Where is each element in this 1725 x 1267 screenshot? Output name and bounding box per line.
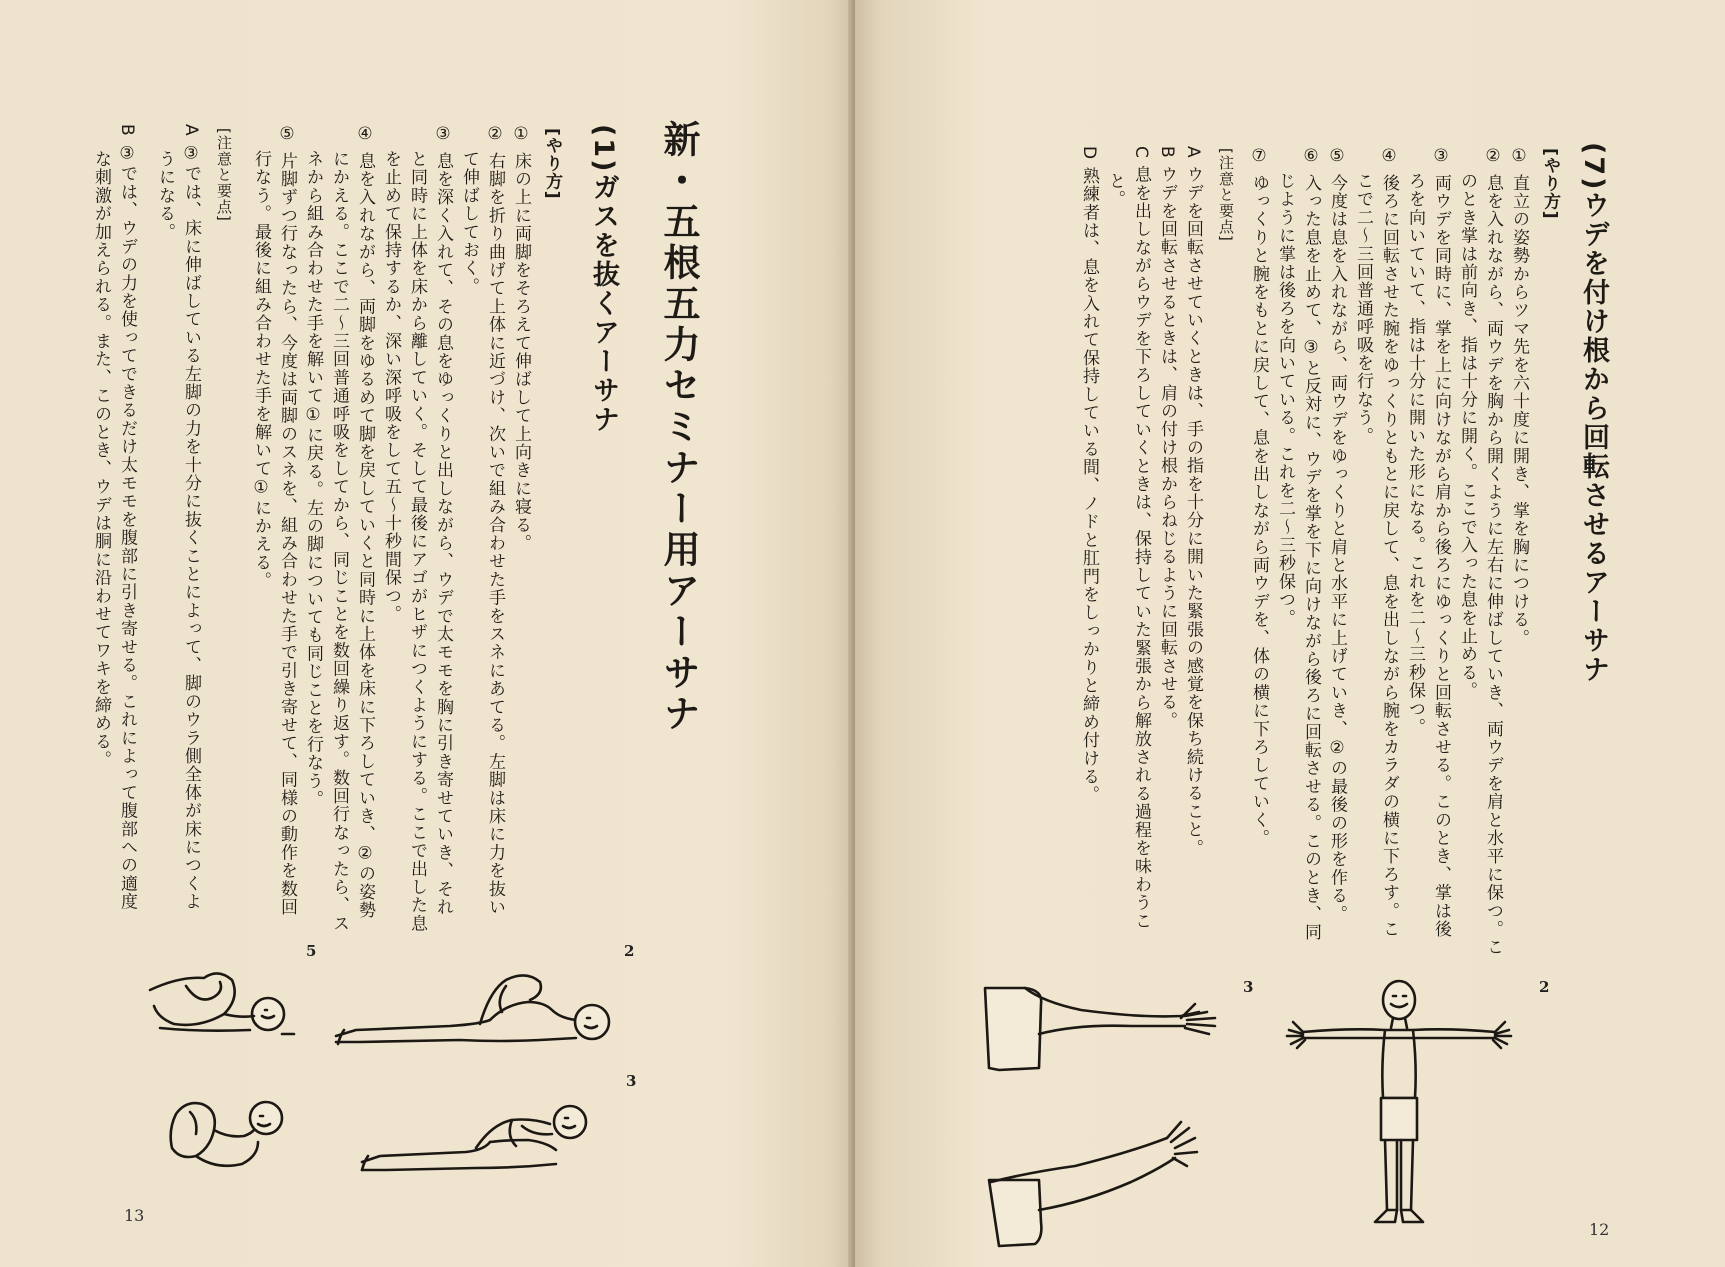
figure-label: 3 xyxy=(626,1072,637,1090)
left-note-line: A ③では、床に伸ばしている左脚の力を十分に抜くことによって、脚のウラ側全体が床につくよ xyxy=(181,124,201,911)
right-step-line: ① 直立の姿勢からツマ先を六十度に開き、掌を胸につける。 xyxy=(1509,146,1529,648)
right-step-line: ろを向いていて、指は十分に開いた形になる。これを二〜三秒保つ。 xyxy=(1405,172,1425,737)
right-step-line: ④ 後ろに回転させた腕をゆっくりともとに戻して、息を出しながら腕をカラダの横に下ろす。こ xyxy=(1379,146,1399,939)
left-step-line: を止めて保持するか、深い深呼吸をして五〜十秒間保つ。 xyxy=(381,150,401,624)
right-page-title: (7)ウデを付け根から回転させるアーサナ xyxy=(1578,142,1609,685)
left-page-subtitle: (1)ガスを抜くアーサナ xyxy=(588,124,619,435)
right-step-line: ③ 両ウデを同時に、掌を上に向けながら肩から後ろにゆっくりと回転させる。このとき、掌は後 xyxy=(1431,146,1451,939)
left-method-label: [やり方] xyxy=(542,128,562,200)
figure-label: 5 xyxy=(306,942,317,960)
figure-5-knees-to-chest-illustration xyxy=(140,958,300,1038)
right-notes-label: [注意と要点] xyxy=(1217,148,1235,242)
left-note-line: うになる。 xyxy=(155,150,175,241)
right-method-label: [やり方] xyxy=(1540,148,1560,220)
left-step-line: ⑤ 片脚ずつ行なったら、今度は両脚のスネを、組み合わせた手で引き寄せて、同様の動作を数回 xyxy=(277,124,297,917)
right-note-line: と。 xyxy=(1105,172,1125,209)
right-note-line: C 息を出しながらウデを下ろしていくときは、保持していた緊張から解放される過程を味わうこ xyxy=(1131,146,1151,931)
right-note-line: D 熟練者は、息を入れて保持している間、ノドと肛門をしっかりと締め付ける。 xyxy=(1079,146,1099,804)
left-step-line: 行なう。最後に組み合わせた手を解いて①にかえる。 xyxy=(251,150,271,590)
right-step-line: ⑥ 入った息を止めて、③と反対に、ウデを掌を下に向けながら後ろに回転させる。このとき、同 xyxy=(1301,146,1321,942)
page-number-right: 12 xyxy=(1589,1220,1610,1239)
right-step-line: ⑦ ゆっくりと腕をもとに戻して、息を出しながら両ウデを、体の横に下ろしていく。 xyxy=(1249,146,1269,848)
figure-3-curled-ball-illustration xyxy=(162,1090,292,1182)
figure-label: 2 xyxy=(1539,978,1550,996)
right-note-line: A ウデを回転させていくときは、手の指を十分に開いた緊張の感覚を保ち続けること。 xyxy=(1183,146,1203,858)
left-step-line: ネから組み合わせた手を解いて①に戻る。左の脚についても同じことを行なう。 xyxy=(303,150,323,809)
page-number-left: 13 xyxy=(124,1206,145,1225)
left-step-line: と同時に上体を床から離していく。そして最後にアゴがヒザにつくようにする。ここで出した息 xyxy=(407,150,427,933)
figure-3-knee-to-chin-illustration xyxy=(356,1090,606,1180)
left-step-line: にかえる。ここで二〜三回普通呼吸をしてから、同じことを数回繰り返す。数回行なったら、ス xyxy=(329,150,349,933)
figure-label: 2 xyxy=(624,942,635,960)
left-step-line: ③ 息を深く入れて、その息をゆっくりと出しながら、ウデで太モモを胸に引き寄せていき、それ xyxy=(433,124,453,917)
right-note-line: B ウデを回転させるときは、肩の付け根からねじるように回転させる。 xyxy=(1157,146,1177,730)
figure-3-arm-rotation-illustration xyxy=(981,982,1251,1252)
right-step-line: こで二〜三回普通呼吸を行なう。 xyxy=(1353,172,1373,445)
right-step-line: ② 息を入れながら、両ウデを胸から開くように左右に伸ばしていき、両ウデを肩と水平に保つ。こ xyxy=(1483,146,1503,957)
left-note-line: な刺激が加えられる。また、このとき、ウデは胴に沿わせてワキを締める。 xyxy=(91,150,111,769)
left-page-title: 新・五根五力セミナー用アーサナ xyxy=(657,120,700,735)
right-step-line: のとき掌は前向き、指は十分に開く。ここで入った息を止める。 xyxy=(1457,172,1477,700)
left-note-line: B ③では、ウデの力を使ってできるだけ太モモを腹部に引き寄せる。これによって腹部への適度 xyxy=(117,124,137,911)
figure-2-standing-arms-horizontal-illustration xyxy=(1269,974,1529,1244)
left-step-line: ④ 息を入れながら、両脚をゆるめて脚を戻していくと同時に上体を床に下ろしていき、②の姿勢 xyxy=(355,124,375,920)
left-page xyxy=(0,0,855,1267)
right-step-line: じように掌は後ろを向いている。これを二〜三秒保つ。 xyxy=(1275,172,1295,627)
left-step-line: て伸ばしておく。 xyxy=(459,150,479,296)
figure-label: 3 xyxy=(1243,978,1254,996)
right-page xyxy=(855,0,1725,1267)
left-notes-label: [注意と要点] xyxy=(215,128,233,222)
left-step-line: ② 右脚を折り曲げて上体に近づけ、次いで組み合わせた手をスネにあてる。左脚は床に力を抜い xyxy=(485,124,505,917)
left-step-line: ① 床の上に両脚をそろえて伸ばして上向きに寝る。 xyxy=(511,124,531,553)
figure-2-single-knee-hold-illustration xyxy=(330,960,620,1052)
right-step-line: ⑤ 今度は息を入れながら、両ウデをゆっくりと肩と水平に上げていき、②の最後の形を作る。 xyxy=(1327,146,1347,924)
